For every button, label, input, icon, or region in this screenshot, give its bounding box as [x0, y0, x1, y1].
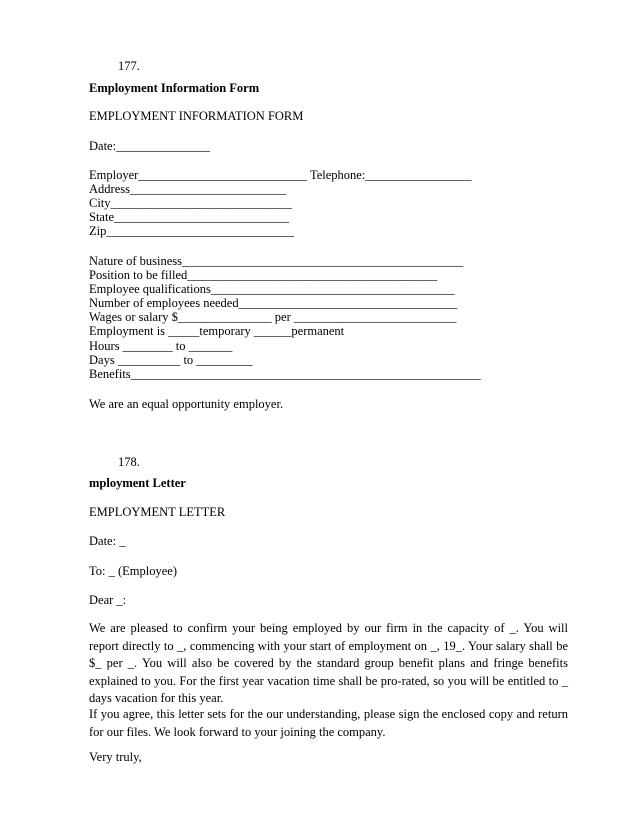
hours-line: Hours ________ to _______ [89, 339, 233, 353]
letter-body-paragraph-1: We are pleased to confirm your being employed by our firm in the capacity of _. You will report directly to _, commencing with your start of employment on _, 19_. Your salary shall be $_ per _. You will also be covered by the standard group benefit plans and fringe benefits explained to you. For the first year vacation time shall be pro-rated, so you will be entitled to _ days vacation for this year. [89, 621, 568, 706]
section-number-178: 178. [118, 455, 140, 469]
form-title: EMPLOYMENT INFORMATION FORM [89, 109, 304, 123]
city-line: City_____________________________ [89, 196, 292, 210]
section-number-177: 177. [118, 59, 140, 73]
letter-date-line: Date: _ [89, 534, 126, 548]
letter-title: EMPLOYMENT LETTER [89, 505, 226, 519]
days-line: Days __________ to _________ [89, 353, 253, 367]
benefits-line: Benefits________________________________________________________ [89, 367, 481, 381]
section-heading-employment-letter: mployment Letter [89, 476, 186, 490]
nature-of-business-line: Nature of business_____________________________________________ [89, 254, 464, 268]
letter-signoff: Very truly, [89, 750, 142, 764]
section-heading-employment-information-form: Employment Information Form [89, 81, 260, 95]
letter-body-paragraph-2: If you agree, this letter sets for the our understanding, please sign the enclosed copy and return for our files. We look forward to your joining the company. [89, 707, 568, 739]
employment-type-line: Employment is _____temporary ______permanent [89, 324, 345, 338]
address-line: Address_________________________ [89, 182, 287, 196]
qualifications-line: Employee qualifications_______________________________________ [89, 282, 455, 296]
number-of-employees-line: Number of employees needed___________________________________ [89, 296, 458, 310]
form-date-line: Date:_______________ [89, 139, 210, 153]
wages-line: Wages or salary $_______________ per __________________________ [89, 310, 457, 324]
equal-opportunity-statement: We are an equal opportunity employer. [89, 397, 284, 411]
employer-telephone-line: Employer___________________________ Telephone:_________________ [89, 168, 472, 182]
zip-line: Zip______________________________ [89, 224, 294, 238]
state-line: State____________________________ [89, 210, 289, 224]
position-line: Position to be filled________________________________________ [89, 268, 438, 282]
letter-to-line: To: _ (Employee) [89, 564, 177, 578]
letter-salutation: Dear _: [89, 593, 127, 607]
